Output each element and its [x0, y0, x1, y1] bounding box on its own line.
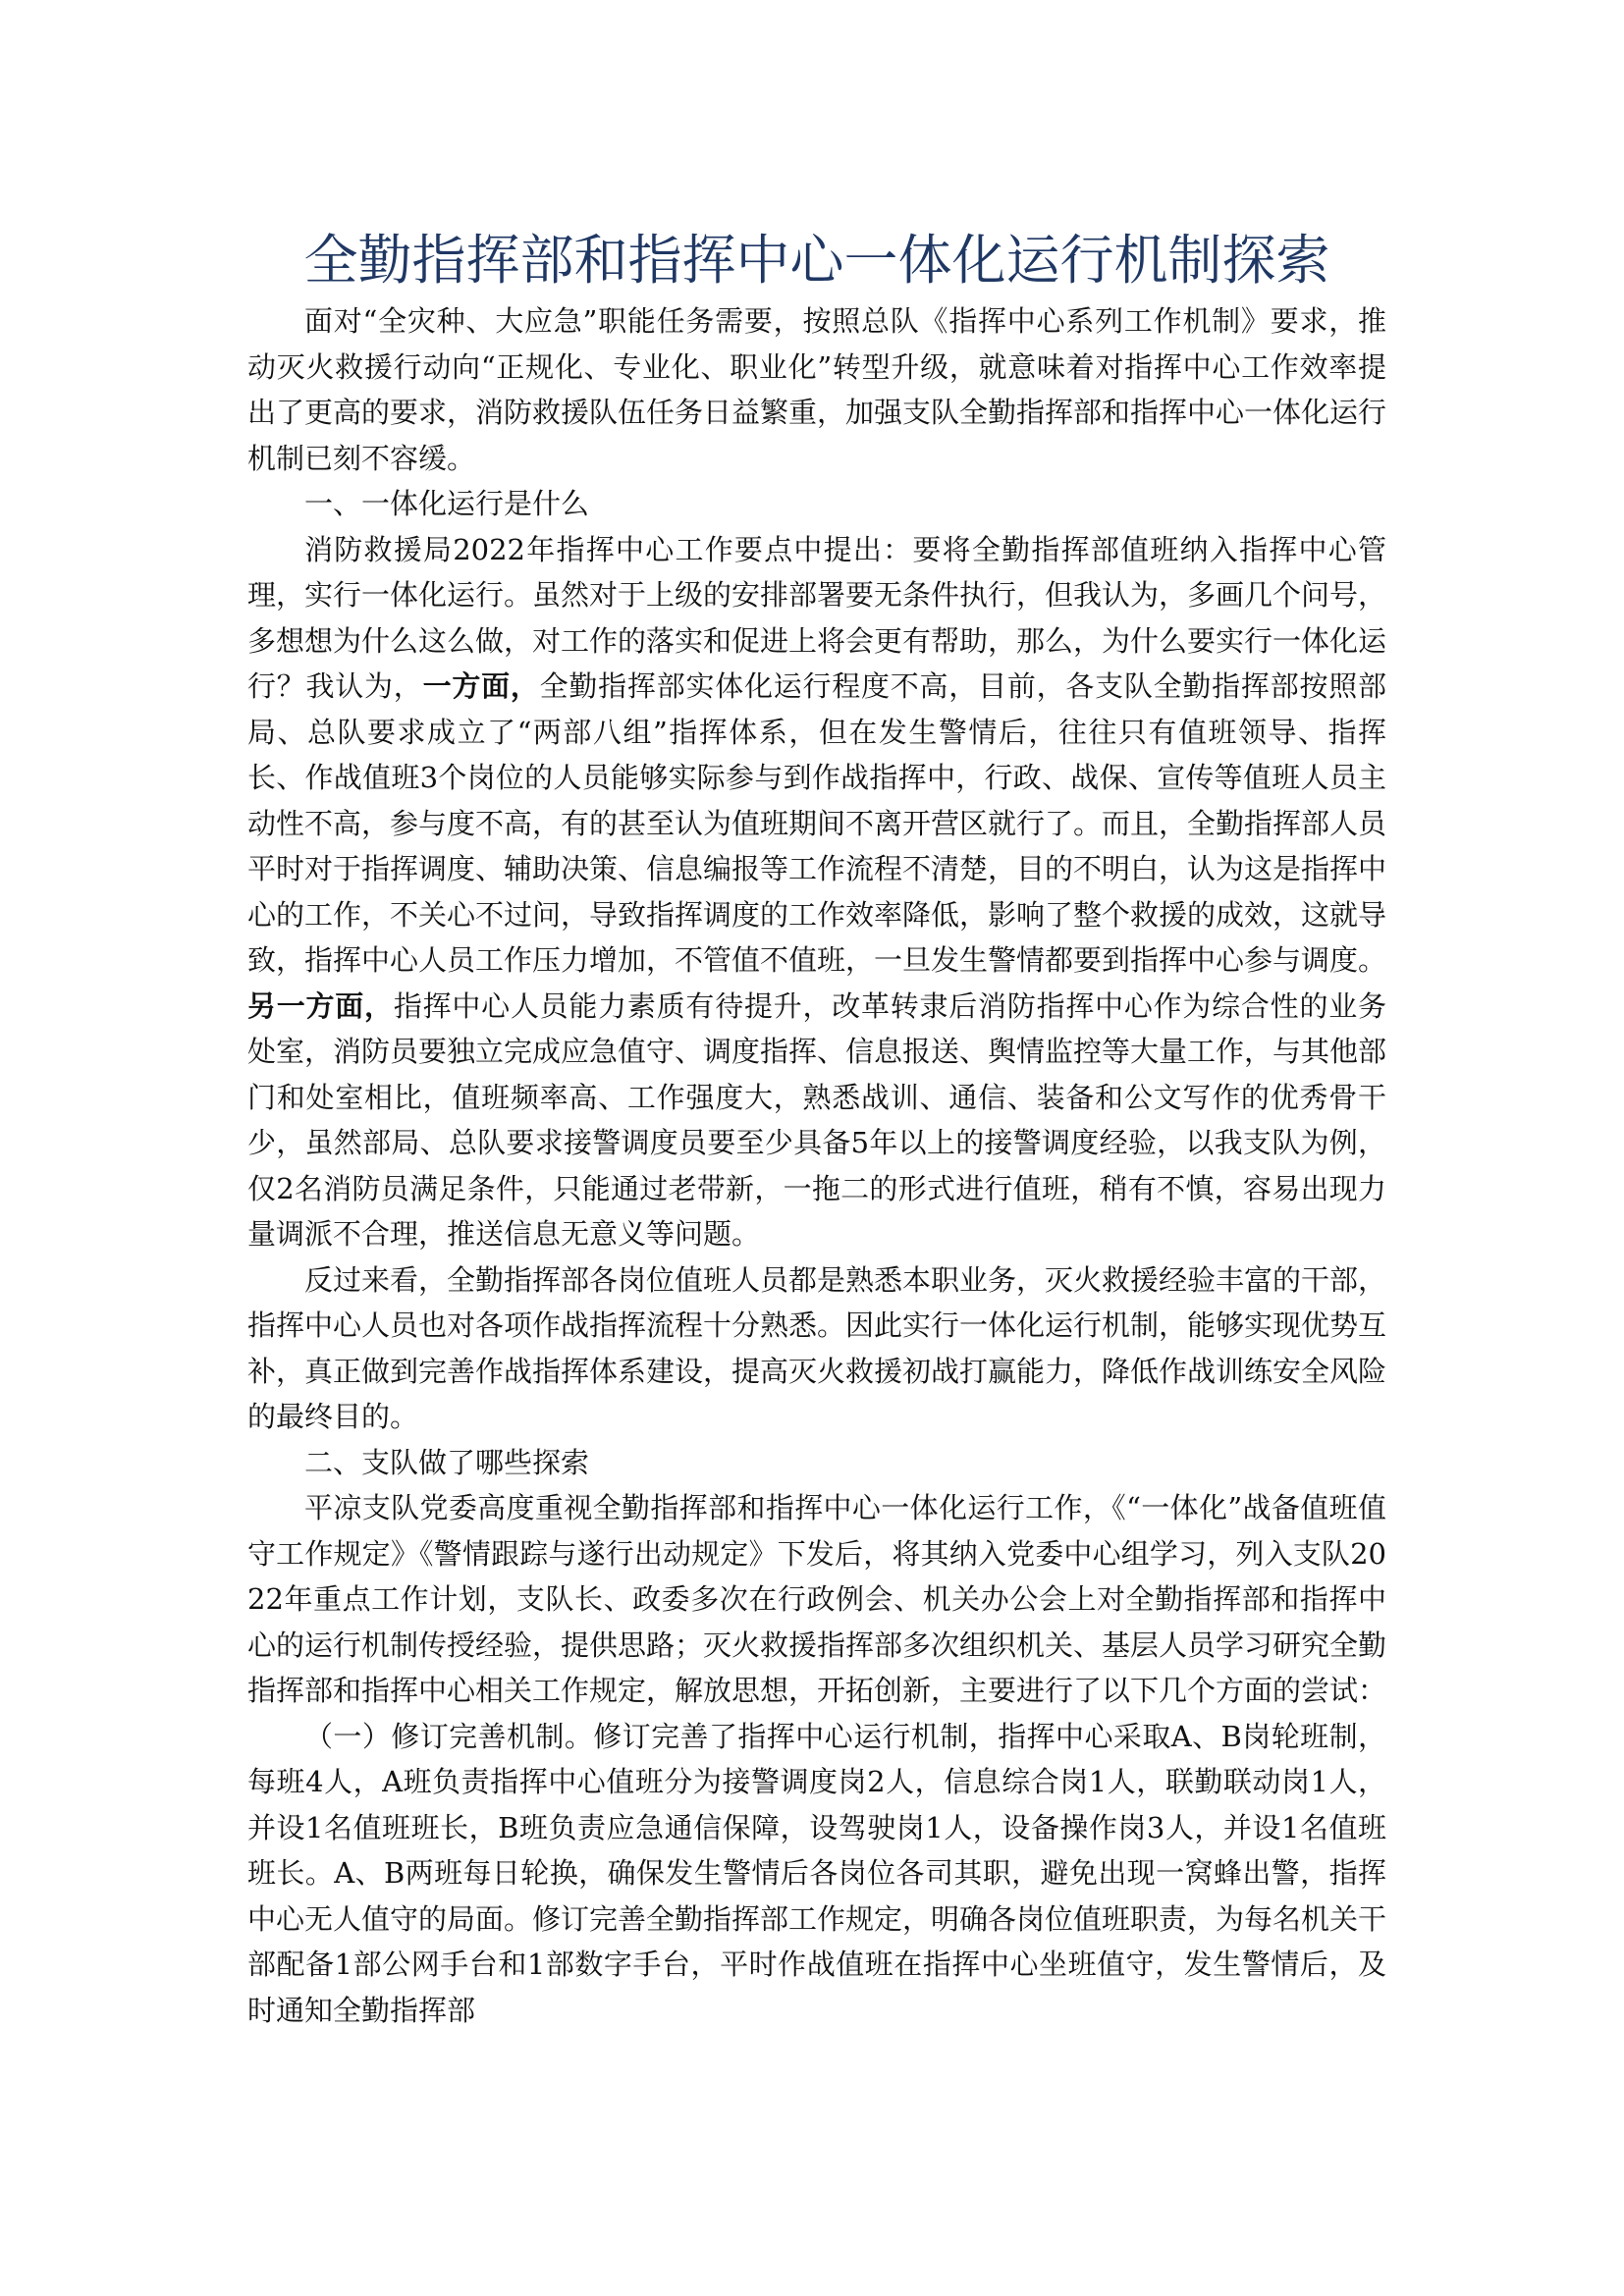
paragraph-text: 消防救援局2022年指挥中心工作要点中提出：要将全勤指挥部值班纳入指挥中心管理，实行一体化运行。虽然对于上级的安排部署要无条件执行，但我认为，多画几个问号，多想想为什么这么做，对工作的落实和促进上将会更有帮助，那么，为什么要实行一体化运行？我认为， — [247, 532, 1387, 703]
emphasis-text: 另一方面， — [247, 988, 394, 1023]
body-paragraph: （一）修订完善机制。修订完善了指挥中心运行机制，指挥中心采取A、B岗轮班制，每班4人，A班负责指挥中心值班分为接警调度岗2人，信息综合岗1人，联勤联动岗1人，并设1名值班班长，B班负责应急通信保障，设驾驶岗1人，设备操作岗3人，并设1名值班班长。A、B两班每日轮换，确保发生警情后各岗位各司其职，避免出现一窝蜂出警，指挥中心无人值守的局面。修订完善全勤指挥部工作规定，明确各岗位值班职责，为每名机关干部配备1部公网手台和1部数字手台，平时作战值班在指挥中心坐班值守，发生警情后，及时通知全勤指挥部 — [247, 1719, 1387, 2027]
document-page — [247, 226, 1386, 2033]
body-paragraph: 反过来看，全勤指挥部各岗位值班人员都是熟悉本职业务，灭火救援经验丰富的干部，指挥中心人员也对各项作战指挥流程十分熟悉。因此实行一体化运行机制，能够实现优势互补，真正做到完善作战指挥体系建设，提高灭火救援初战打赢能力，降低作战训练安全风险的最终目的。 — [247, 1262, 1387, 1433]
paragraph-text: 指挥中心人员能力素质有待提升，改革转隶后消防指挥中心作为综合性的业务处室，消防员要独立完成应急值守、调度指挥、信息报送、舆情监控等大量工作，与其他部门和处室相比，值班频率高、工作强度大，熟悉战训、通信、装备和公文写作的优秀骨干少，虽然部局、总队要求接警调度员要至少具备5年以上的接警调度经验，以我支队为例，仅2名消防员满足条件，只能通过老带新，一拖二的形式进行值班，稍有不慎，容易出现力量调派不合理，推送信息无意义等问题。 — [247, 988, 1387, 1251]
emphasis-text: 一方面， — [422, 669, 540, 703]
body-paragraph — [247, 527, 1386, 1257]
body-paragraph: 平凉支队党委高度重视全勤指挥部和指挥中心一体化运行工作，《“一体化”战备值班值守工作规定》《警情跟踪与遂行出动规定》下发后，将其纳入党委中心组学习，列入支队2022年重点工作计划，支队长、政委多次在行政例会、机关办公会上对全勤指挥部和指挥中心的运行机制传授经验，提供思路；灭火救援指挥部多次组织机关、基层人员学习研究全勤指挥部和指挥中心相关工作规定，解放思想，开拓创新，主要进行了以下几个方面的尝试： — [247, 1491, 1387, 1707]
document-title: 全勤指挥部和指挥中心一体化运行机制探索 — [303, 229, 1330, 292]
paragraph-text: 全勤指挥部实体化运行程度不高，目前，各支队全勤指挥部按照部局、总队要求成立了“两部八组”指挥体系，但在发生警情后，往往只有值班领导、指挥长、作战值班3个岗位的人员能够实际参与到作战指挥中，行政、战保、宣传等值班人员主动性不高，参与度不高，有的甚至认为值班期间不离开营区就行了。而且，全勤指挥部人员平时对于指挥调度、辅助决策、信息编报等工作流程不清楚，目的不明白，认为这是指挥中心的工作，不关心不过问，导致指挥调度的工作效率降低，影响了整个救援的成效，这就导致，指挥中心人员工作压力增加，不管值不值班，一旦发生警情都要到指挥中心参与调度。 — [247, 669, 1387, 977]
section-heading-1: 一、一体化运行是什么 — [304, 487, 590, 520]
intro-paragraph: 面对“全灾种、大应急”职能任务需要，按照总队《指挥中心系列工作机制》要求，推动灭火救援行动向“正规化、专业化、职业化”转型升级，就意味着对指挥中心工作效率提出了更高的要求，消防救援队伍任务日益繁重，加强支队全勤指挥部和指挥中心一体化运行机制已刻不容缓。 — [247, 304, 1387, 475]
section-heading-2: 二、支队做了哪些探索 — [304, 1445, 590, 1479]
